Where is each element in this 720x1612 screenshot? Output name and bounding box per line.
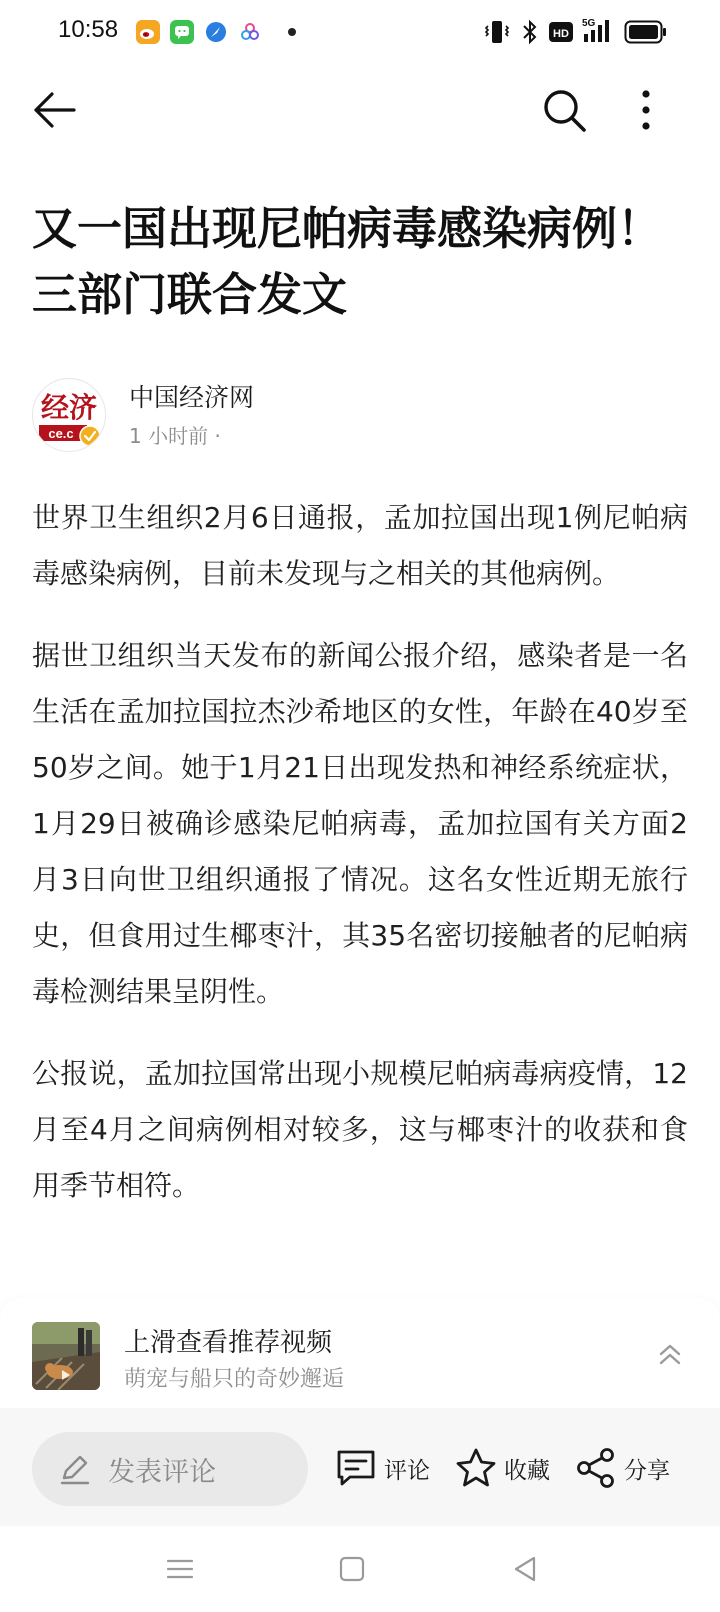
browser-icon	[204, 20, 228, 44]
article-paragraph: 据世卫组织当天发布的新闻公报介绍，感染者是一名生活在孟加拉国拉杰沙希地区的女性，年龄在40岁至50岁之间。她于1月21日出现发热和神经系统症状，1月29日被确诊感染尼帕病毒，孟加拉国有关方面2月3日向世卫组织通报了情况。这名女性近期无旅行史，但食用过生椰枣汁，其35名密切接触者的尼帕病毒检测结果呈阴性。	[32, 639, 688, 1008]
article-paragraph: 公报说，孟加拉国常出现小规模尼帕病毒病疫情，12月至4月之间病例相对较多，这与椰枣汁的收获和食用季节相符。	[32, 1057, 688, 1202]
back-arrow-icon	[30, 86, 78, 134]
recommend-video-card[interactable]	[0, 1298, 720, 1409]
chevron-double-up-icon	[657, 1341, 683, 1367]
signal-5g-icon	[580, 16, 620, 46]
more-button[interactable]	[616, 80, 676, 140]
back-nav-button[interactable]	[500, 1544, 550, 1594]
author-row[interactable]	[32, 376, 672, 450]
comment-icon	[334, 1446, 378, 1490]
expand-up-button[interactable]	[648, 1332, 692, 1376]
article-title: 又一国出现尼帕病毒感染病例！三部门联合发文	[32, 202, 663, 321]
verified-badge-icon	[79, 425, 101, 447]
svg-text:5G: 5G	[582, 18, 596, 29]
recent-apps-button[interactable]	[155, 1544, 205, 1594]
comment-input[interactable]	[32, 1432, 308, 1506]
vibrate-icon	[484, 18, 510, 46]
publish-time: 1 小时前 ·	[129, 424, 221, 448]
star-icon	[454, 1446, 498, 1490]
article-paragraph: 世界卫生组织2月6日通报，孟加拉国出现1例尼帕病毒感染病例，目前未发现与之相关的其他病例。	[32, 501, 688, 590]
comment-label: 评论	[384, 1457, 430, 1484]
recommend-subtitle: 萌宠与船只的奇妙邂逅	[124, 1367, 345, 1392]
favorite-label: 收藏	[504, 1457, 550, 1484]
back-button[interactable]	[24, 80, 84, 140]
bottom-action-bar	[0, 1408, 720, 1526]
back-triangle-icon	[510, 1554, 540, 1584]
bluetooth-icon	[520, 18, 540, 46]
svg-text:ce.c: ce.c	[48, 426, 74, 441]
top-nav	[0, 76, 720, 152]
recommend-title: 上滑查看推荐视频	[124, 1328, 333, 1358]
home-button[interactable]	[327, 1544, 377, 1594]
article-body	[32, 490, 688, 1240]
notification-dot	[288, 28, 296, 36]
search-icon	[540, 86, 588, 134]
svg-text:HD: HD	[553, 28, 569, 40]
pen-icon	[58, 1452, 92, 1486]
app-icon	[238, 20, 262, 44]
battery-icon	[624, 19, 668, 45]
status-bar	[0, 0, 720, 66]
favorite-button[interactable]	[454, 1430, 550, 1506]
author-name[interactable]: 中国经济网	[129, 383, 255, 412]
status-time: 10:58	[58, 16, 119, 43]
author-avatar[interactable]	[32, 378, 106, 452]
weibo-icon	[136, 20, 160, 44]
share-label: 分享	[624, 1457, 670, 1484]
share-icon	[574, 1446, 618, 1490]
comment-button[interactable]	[334, 1430, 430, 1506]
wechat-icon	[170, 20, 194, 44]
comment-placeholder: 发表评论	[108, 1457, 216, 1488]
menu-icon	[165, 1554, 195, 1584]
video-thumbnail[interactable]	[32, 1322, 100, 1390]
share-button[interactable]	[574, 1430, 670, 1506]
content-fade	[0, 1230, 720, 1300]
system-nav-bar	[0, 1526, 720, 1612]
hd-icon	[548, 20, 574, 44]
svg-text:经济: 经济	[40, 391, 98, 424]
home-square-icon	[337, 1554, 367, 1584]
search-button[interactable]	[534, 80, 594, 140]
more-vertical-icon	[634, 86, 658, 134]
